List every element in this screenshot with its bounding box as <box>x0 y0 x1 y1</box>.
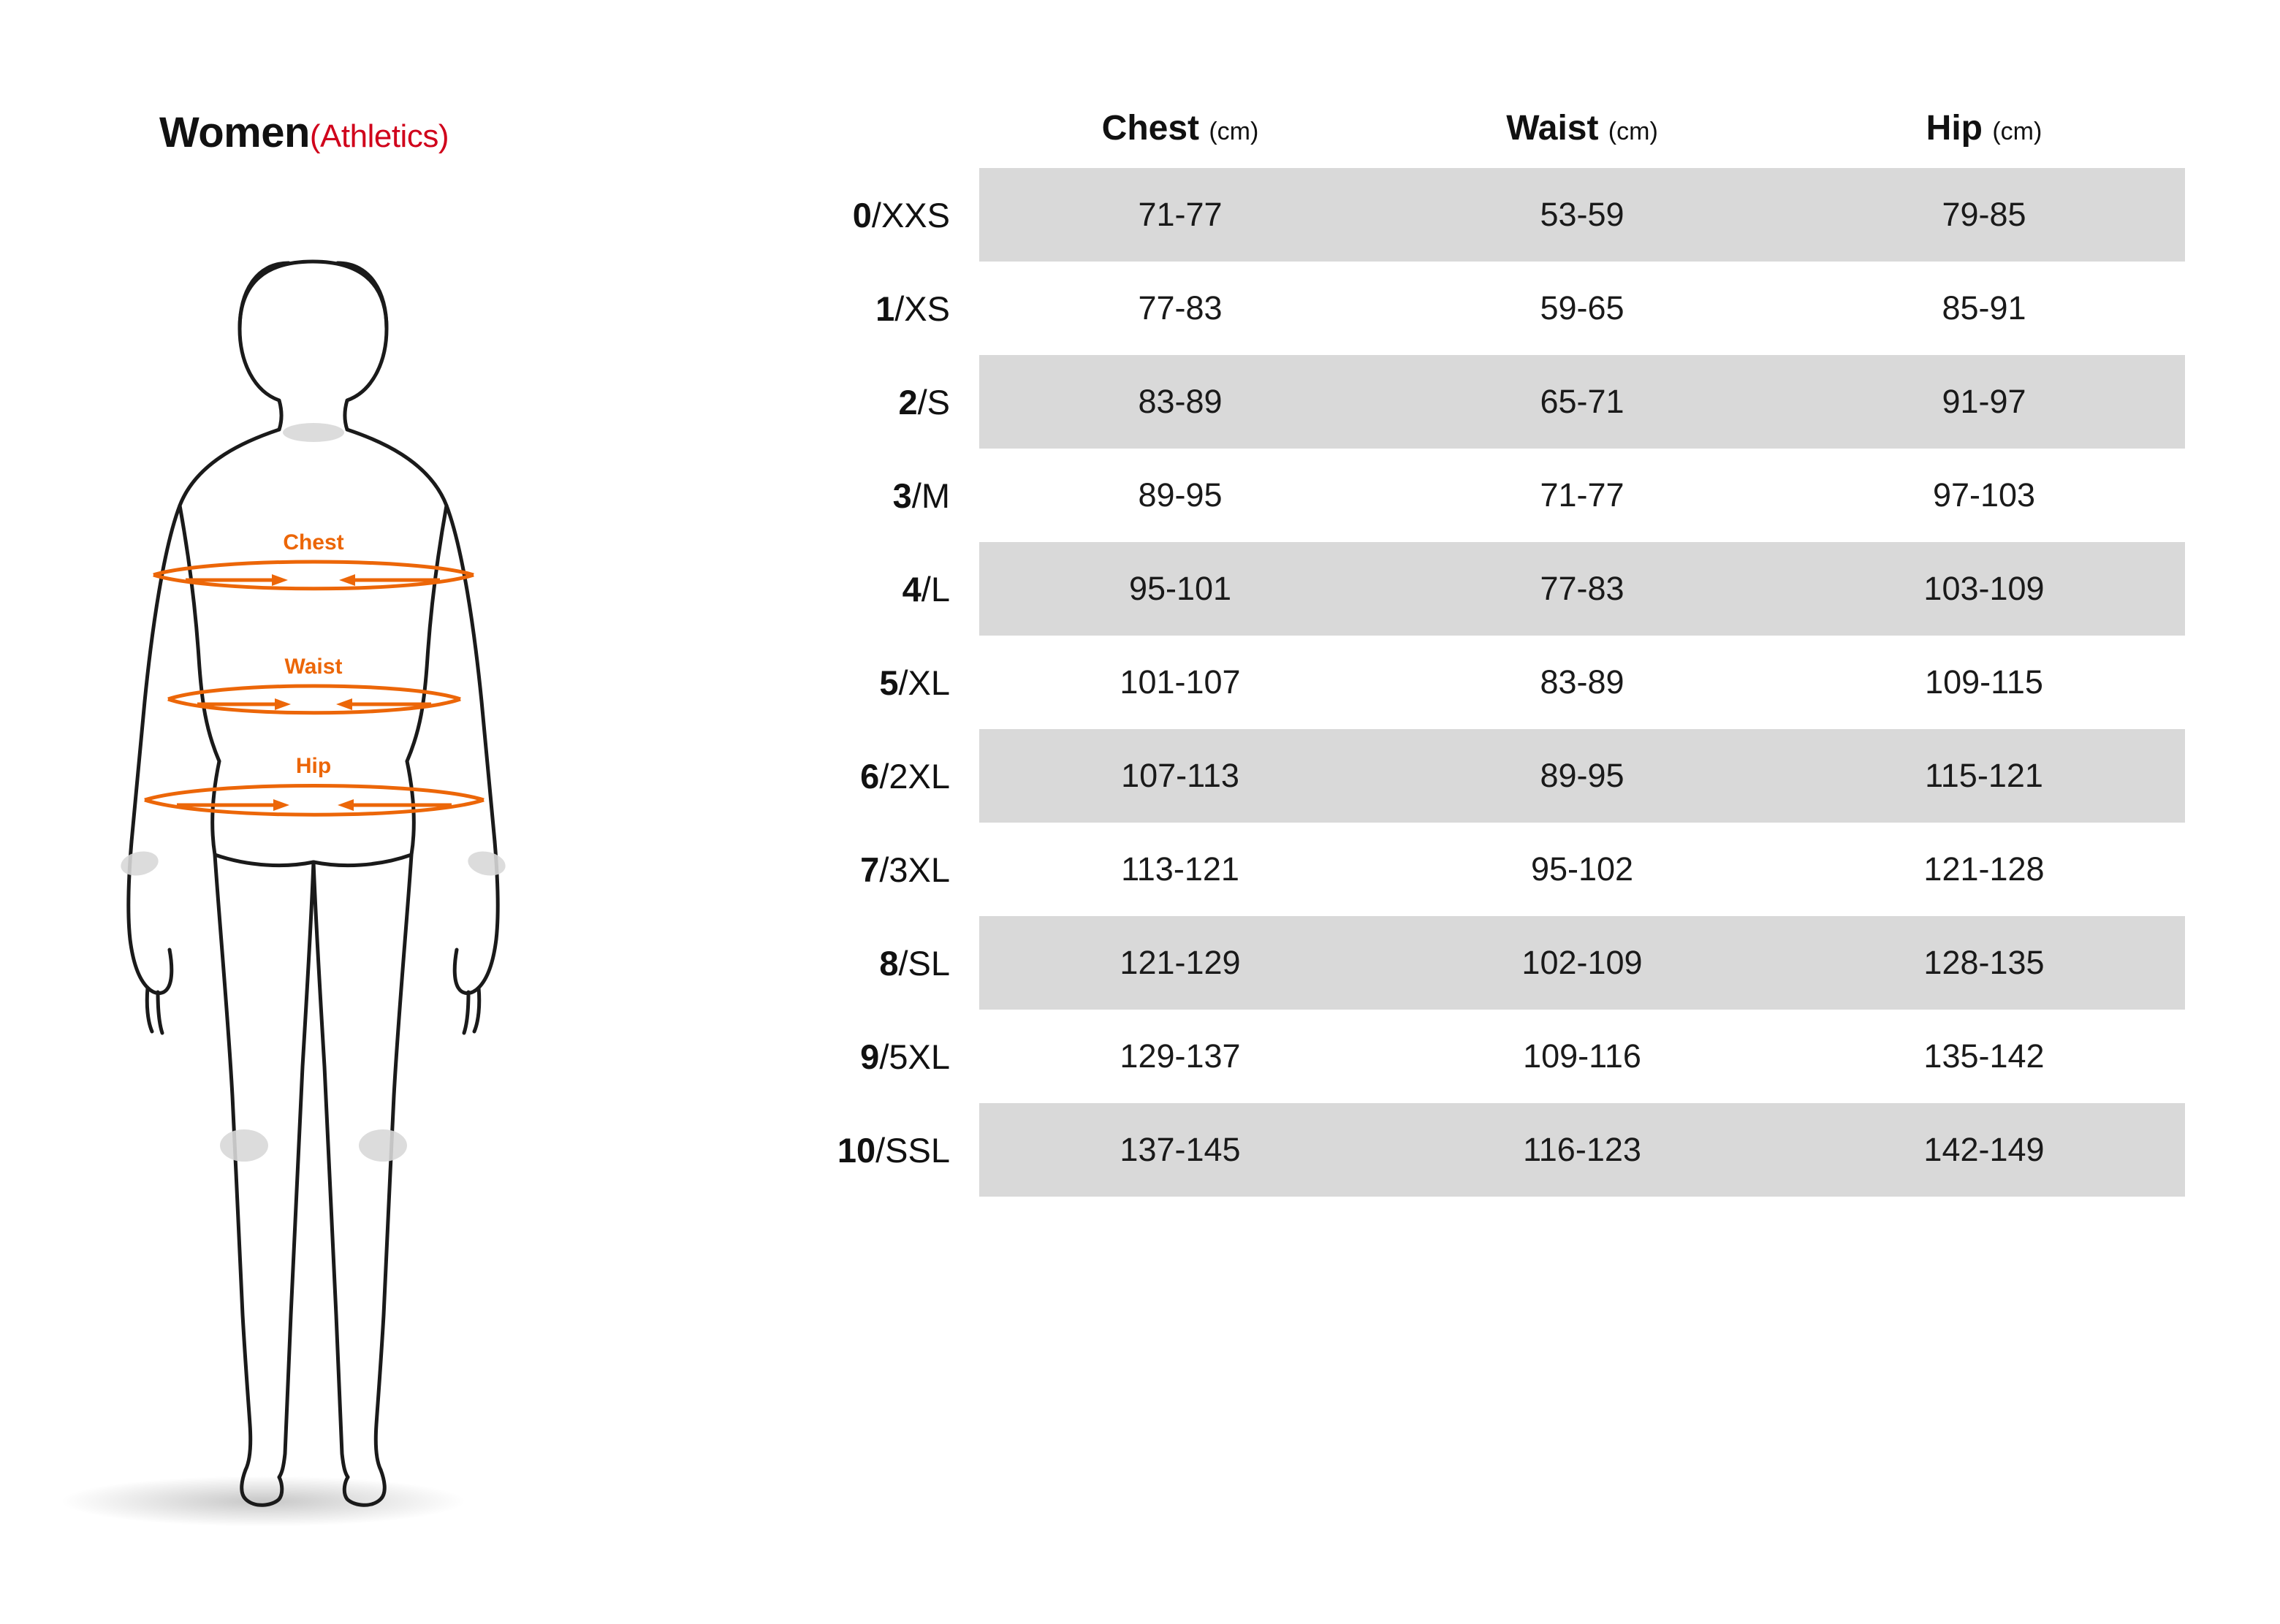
row-size <box>760 1037 979 1077</box>
chest-band-top <box>153 562 474 575</box>
row-size <box>760 943 979 983</box>
row-size-alpha: /XL <box>898 663 950 702</box>
table-row <box>760 449 2192 542</box>
hip-label: Hip <box>295 754 332 778</box>
row-size-alpha: /L <box>921 569 950 609</box>
row-size <box>760 476 979 516</box>
row-waist: 83-89 <box>1540 663 1624 701</box>
row-size-num: 3 <box>892 476 912 515</box>
table-row <box>760 168 2192 262</box>
row-chest: 107-113 <box>979 729 1381 823</box>
row-chest: 83-89 <box>979 355 1381 449</box>
table-row <box>760 636 2192 729</box>
row-size-alpha: /5XL <box>879 1037 950 1076</box>
row-waist: 95-102 <box>1530 850 1634 888</box>
table-row <box>760 1103 2192 1197</box>
hip-arrow-right <box>273 799 289 811</box>
row-size-num: 8 <box>879 943 899 983</box>
row-size-alpha: /2XL <box>879 756 950 796</box>
table-header-row <box>760 88 2192 168</box>
table-row <box>760 729 2192 823</box>
row-waist: 65-71 <box>1381 355 1783 449</box>
row-size-num: 4 <box>902 569 922 609</box>
hip-arrow-left <box>338 799 354 811</box>
chest-label: Chest <box>283 530 344 554</box>
row-size-num: 0 <box>852 195 872 235</box>
row-chest: 77-83 <box>1138 289 1223 327</box>
row-hip: 135-142 <box>1923 1037 2045 1075</box>
row-chest: 101-107 <box>1120 663 1241 701</box>
row-size <box>760 569 979 609</box>
row-chest: 95-101 <box>979 542 1381 636</box>
row-size-alpha: /XXS <box>871 195 950 235</box>
header-chest <box>979 108 1381 148</box>
row-hip: 91-97 <box>1783 355 2185 449</box>
row-size-num: 9 <box>860 1037 880 1076</box>
waist-arrow-right <box>275 698 291 710</box>
row-size-alpha: /SL <box>898 943 950 983</box>
body-outline-svg <box>110 219 621 1534</box>
row-size <box>760 195 979 235</box>
row-size <box>760 663 979 703</box>
row-hip: 103-109 <box>1783 542 2185 636</box>
waist-label: Waist <box>284 655 343 679</box>
row-chest: 89-95 <box>1138 476 1223 514</box>
row-chest: 71-77 <box>979 168 1381 262</box>
header-waist-label: Waist <box>1506 108 1599 148</box>
row-size <box>760 1130 979 1170</box>
row-hip: 85-91 <box>1942 289 2026 327</box>
row-waist: 109-116 <box>1523 1037 1641 1075</box>
size-table <box>760 88 2192 1197</box>
header-chest-unit: (cm) <box>1209 117 1259 145</box>
table-row <box>760 823 2192 916</box>
header-waist <box>1381 108 1783 148</box>
row-waist: 116-123 <box>1381 1103 1783 1197</box>
header-hip <box>1783 108 2185 148</box>
row-waist: 53-59 <box>1381 168 1783 262</box>
row-hip: 121-128 <box>1923 850 2045 888</box>
row-chest: 129-137 <box>1120 1037 1241 1075</box>
row-size-alpha: /XS <box>894 289 950 328</box>
row-size-num: 2 <box>898 382 918 422</box>
row-hip: 128-135 <box>1783 916 2185 1010</box>
hip-band-top <box>145 786 484 801</box>
row-chest: 121-129 <box>979 916 1381 1010</box>
row-waist: 59-65 <box>1540 289 1624 327</box>
page-title-sub: (Athletics) <box>309 118 449 154</box>
row-size <box>760 289 979 329</box>
row-size-num: 1 <box>875 289 895 328</box>
row-waist: 89-95 <box>1381 729 1783 823</box>
table-row <box>760 262 2192 355</box>
row-size-num: 5 <box>879 663 899 702</box>
row-size-alpha: /M <box>911 476 950 515</box>
hip-band-bottom <box>145 800 484 815</box>
row-waist: 77-83 <box>1381 542 1783 636</box>
header-chest-label: Chest <box>1101 108 1200 148</box>
row-size-alpha: /3XL <box>879 850 950 889</box>
header-hip-label: Hip <box>1926 108 1983 148</box>
row-size <box>760 382 979 422</box>
body-figure <box>110 219 621 1534</box>
table-row <box>760 542 2192 636</box>
row-size-num: 7 <box>860 850 880 889</box>
row-chest: 113-121 <box>1121 850 1239 888</box>
waist-band-top <box>168 686 460 699</box>
header-waist-unit: (cm) <box>1608 117 1658 145</box>
row-hip: 79-85 <box>1783 168 2185 262</box>
row-waist: 71-77 <box>1540 476 1624 514</box>
chest-arrow-left <box>339 574 355 586</box>
row-hip: 97-103 <box>1932 476 2036 514</box>
row-size-alpha: /SSL <box>875 1130 950 1170</box>
row-size <box>760 756 979 796</box>
header-hip-unit: (cm) <box>1992 117 2042 145</box>
waist-arrow-left <box>336 698 352 710</box>
page-title-main: Women <box>159 109 310 156</box>
row-waist: 102-109 <box>1381 916 1783 1010</box>
row-size-num: 10 <box>837 1130 876 1170</box>
row-hip: 115-121 <box>1783 729 2185 823</box>
row-chest: 137-145 <box>979 1103 1381 1197</box>
chest-arrow-right <box>272 574 288 586</box>
row-hip: 142-149 <box>1783 1103 2185 1197</box>
row-hip: 109-115 <box>1925 663 2043 701</box>
page-title <box>159 108 449 157</box>
row-size-num: 6 <box>860 756 880 796</box>
table-row <box>760 1010 2192 1103</box>
table-row <box>760 916 2192 1010</box>
row-size-alpha: /S <box>917 382 950 422</box>
table-row <box>760 355 2192 449</box>
row-size <box>760 850 979 890</box>
